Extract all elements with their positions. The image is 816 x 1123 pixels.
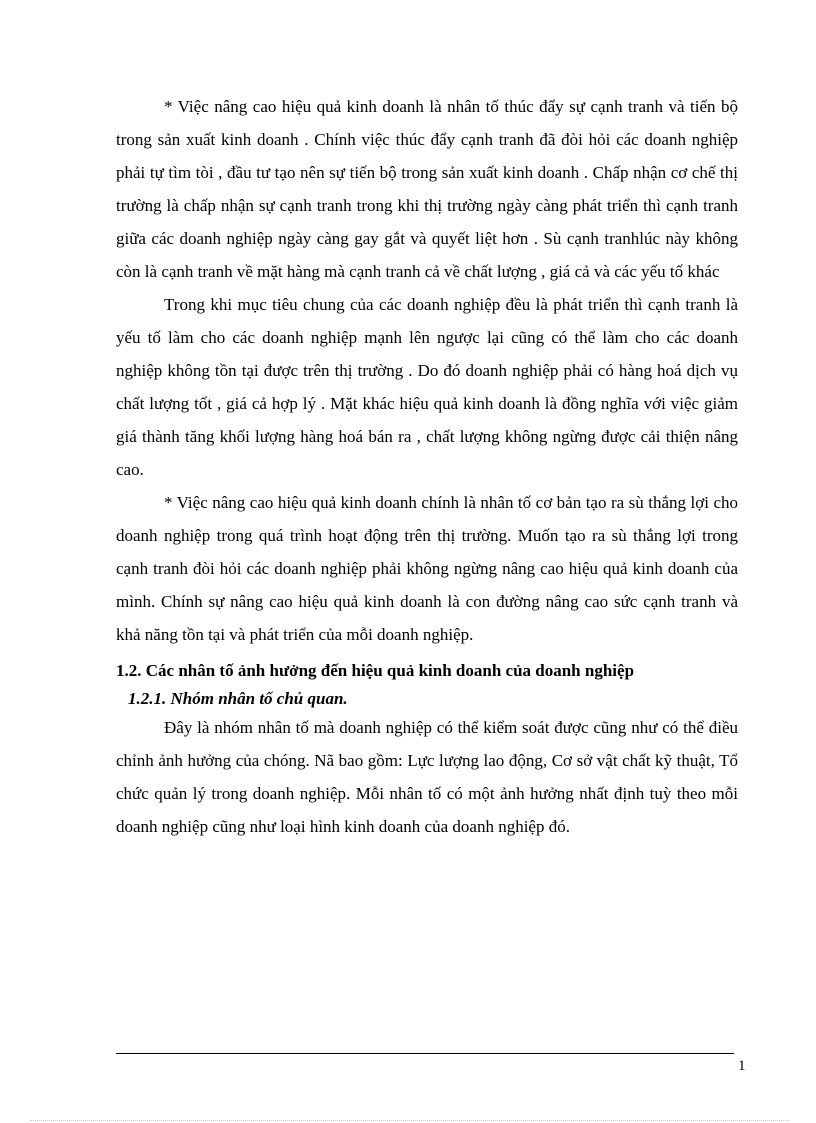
page-number: 1 (738, 1058, 746, 1074)
paragraph-3: * Việc nâng cao hiệu quả kinh doanh chính là nhân tố cơ bản tạo ra sù thắng lợi cho doanh nghiệp trong quá trình hoạt động trên thị trường. Muốn tạo ra sù thắng lợi trong cạnh tranh đòi hỏi các doanh nghiệp phải không ngừng nâng cao hiệu quả kinh doanh của mình. Chính sự nâng cao hiệu quả kinh doanh là con đường nâng cao sức cạnh tranh và khả năng tồn tại và phát triển của mỗi doanh nghiệp. (116, 493, 738, 644)
footer-divider (116, 1053, 734, 1054)
paragraph-1: * Việc nâng cao hiệu quả kinh doanh là nhân tố thúc đẩy sự cạnh tranh và tiến bộ trong sản xuất kinh doanh . Chính việc thúc đẩy cạnh tranh đã đòi hỏi các doanh nghiệp phải tự tìm tòi , đầu tư tạo nên sự tiến bộ trong sản xuất kinh doanh . Chấp nhận cơ chế thị trường là chấp nhận sự cạnh tranh trong khi thị trường ngày càng phát triển thì cạnh tranh giữa các doanh nghiệp ngày càng gay gắt và quyết liệt hơn . Sù cạnh tranhlúc này không còn là cạnh tranh về mặt hàng mà cạnh tranh cả về chất lượng , giá cả và các yếu tố khác (116, 97, 738, 281)
page-edge-divider (30, 1120, 790, 1121)
paragraph-2: Trong khi mục tiêu chung của các doanh nghiệp đều là phát triển thì cạnh tranh là yếu tố làm cho các doanh nghiệp mạnh lên ngược lại cũng có thể làm cho các doanh nghiệp không tồn tại được trên thị trường . Do đó doanh nghiệp phải có hàng hoá dịch vụ chất lượng tốt , giá cả hợp lý . Mặt khác hiệu quả kinh doanh là đồng nghĩa với việc giảm giá thành tăng khối lượng hàng hoá bán ra , chất lượng không ngừng được cải thiện nâng cao. (116, 295, 738, 479)
document-body (116, 90, 738, 843)
subsection-heading: 1.2.1. Nhóm nhân tố chủ quan. (128, 689, 348, 708)
paragraph-4: Đây là nhóm nhân tố mà doanh nghiệp có thể kiểm soát được cũng như có thể điều chỉnh ảnh hưởng của chóng. Nã bao gồm: Lực lượng lao động, Cơ sở vật chất kỹ thuật, Tổ chức quản lý trong doanh nghiệp. Mỗi nhân tố có một ảnh hưởng nhất định tuỳ theo mỗi doanh nghiệp cũng như loại hình kinh doanh của doanh nghiệp đó. (116, 718, 738, 836)
section-heading: 1.2. Các nhân tố ảnh hưởng đến hiệu quả kinh doanh của doanh nghiệp (116, 661, 635, 680)
